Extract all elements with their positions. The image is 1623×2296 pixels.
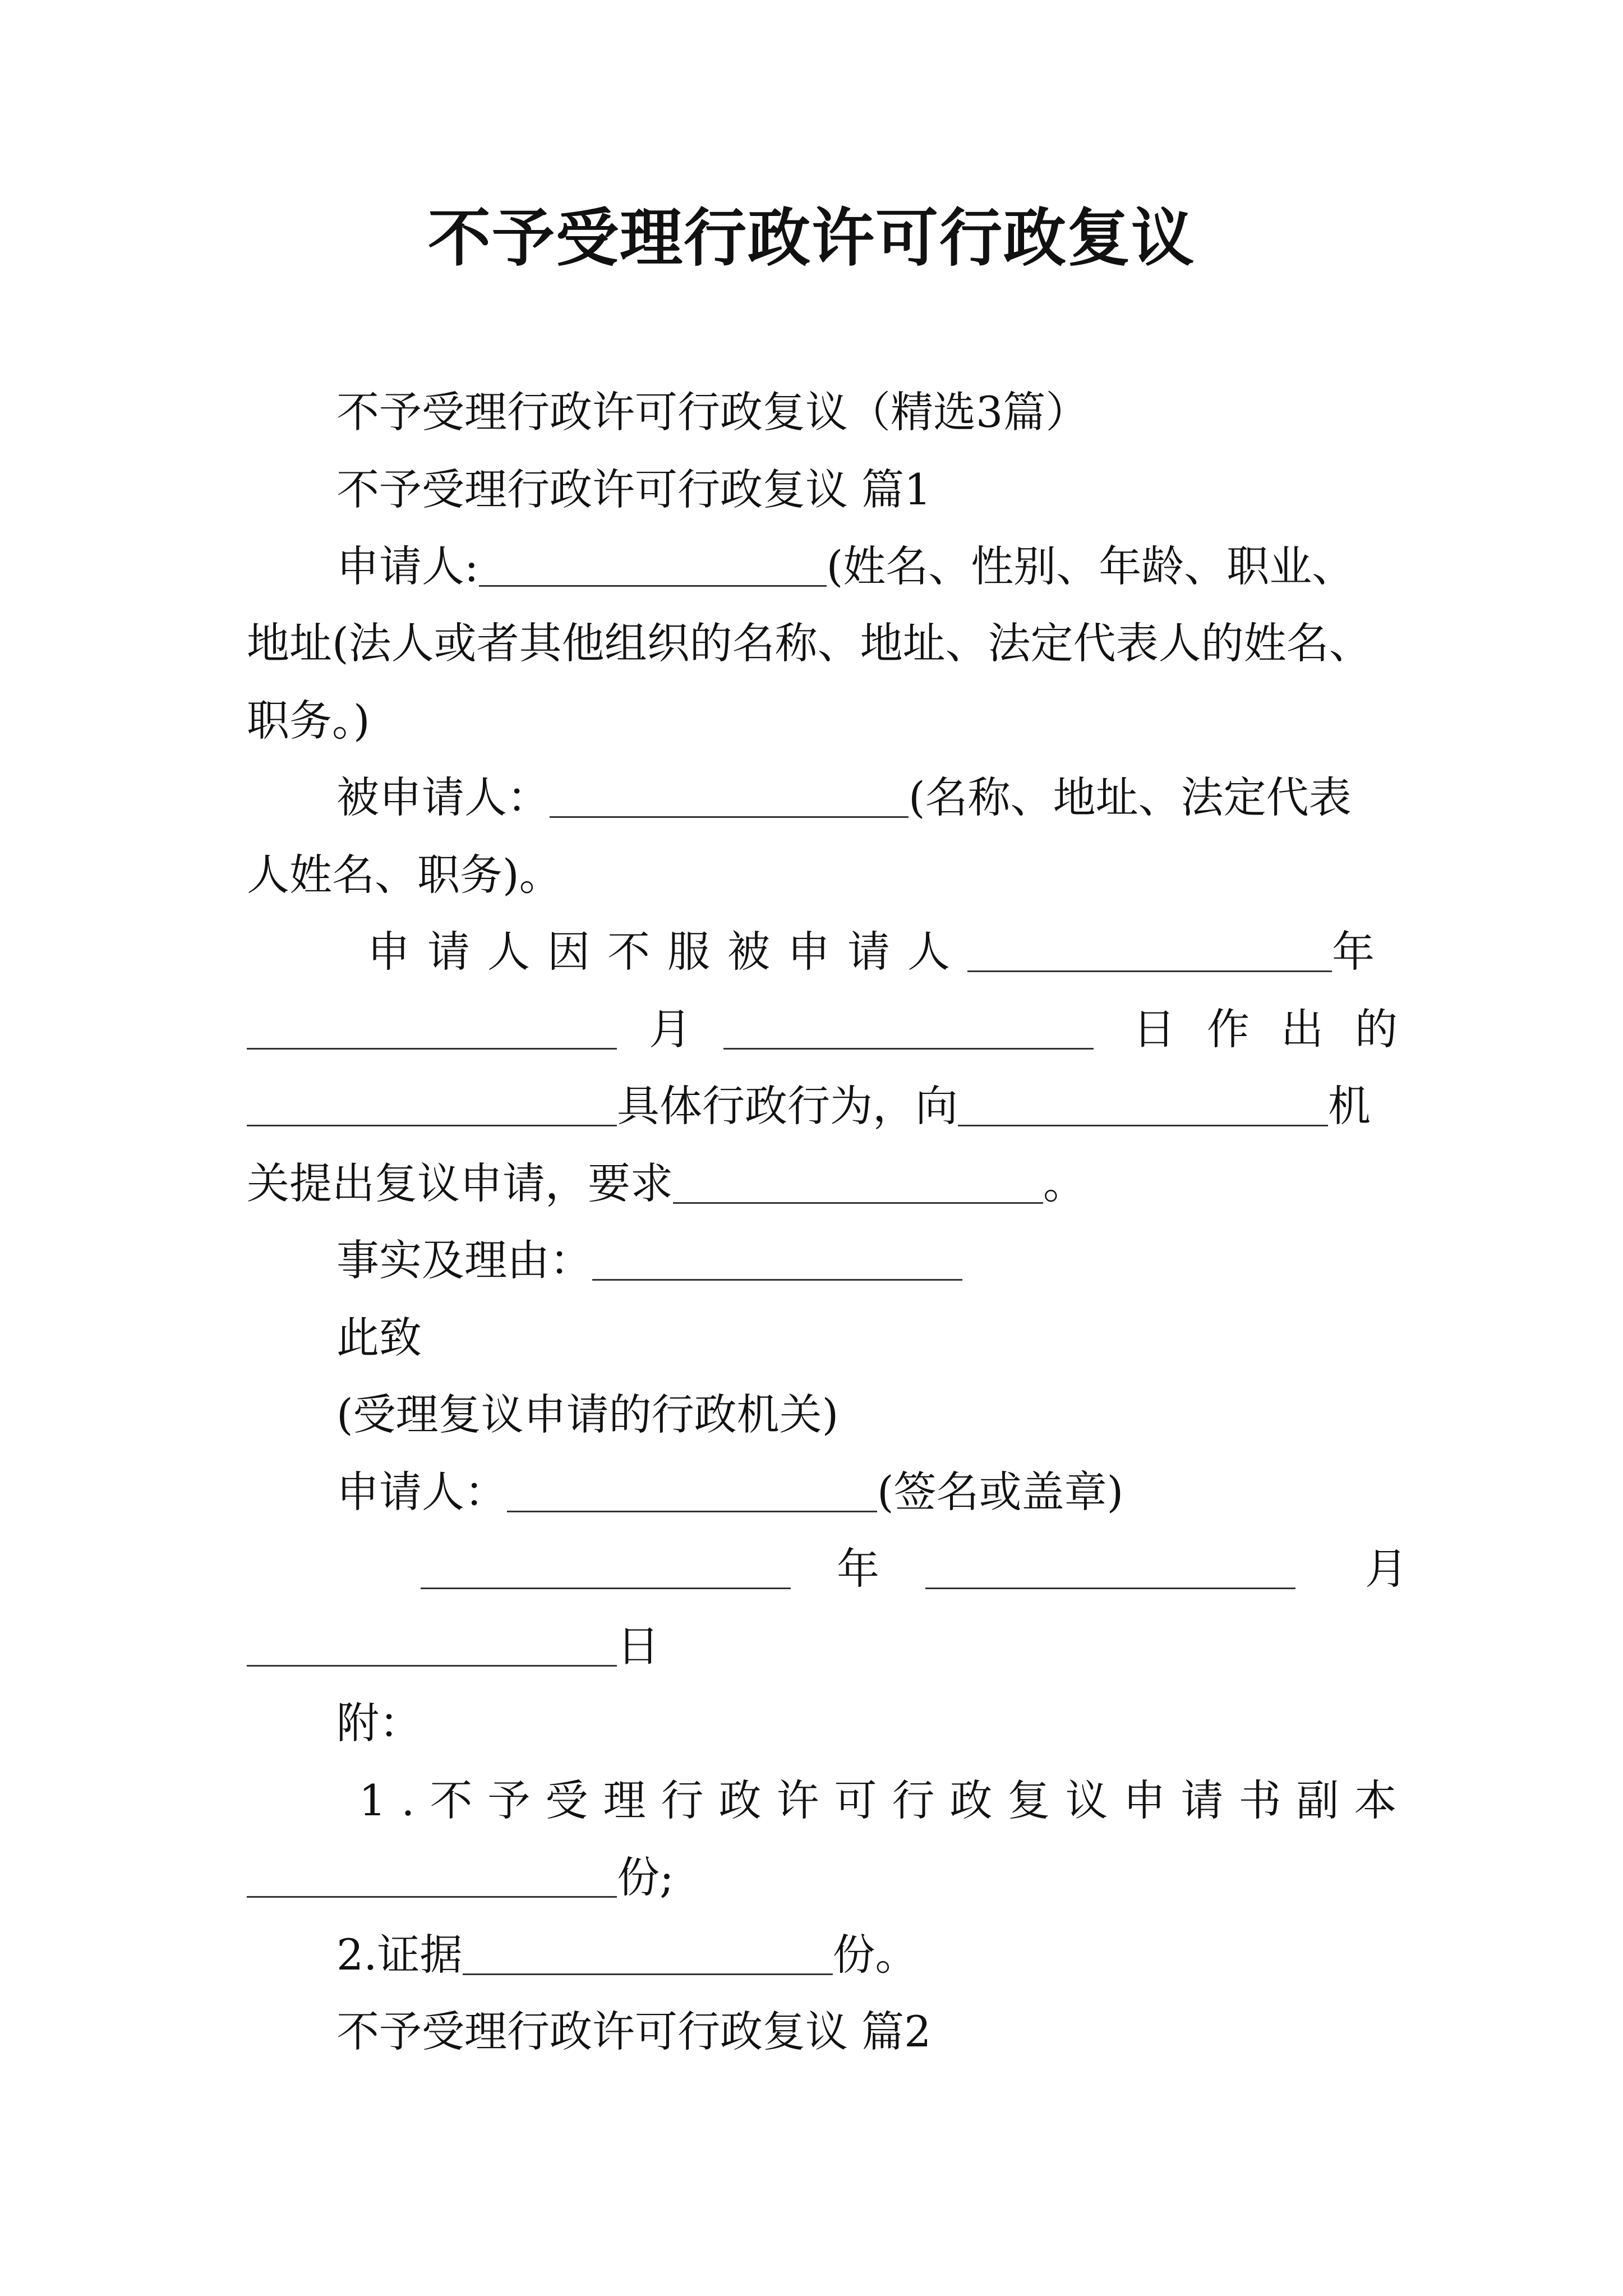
evidence-blank bbox=[463, 1939, 833, 1975]
part2-heading: 不予受理行政许可行政复议 篇2 bbox=[336, 2007, 932, 2056]
body-month: 月 bbox=[649, 1004, 691, 1054]
year-blank bbox=[967, 936, 1332, 972]
applicant-line bbox=[336, 530, 1354, 603]
date-month: 月 bbox=[1365, 1544, 1408, 1594]
body-intro: 申请人因不服被申请人 bbox=[367, 927, 967, 977]
attachment-item-2-label: 2.证据 bbox=[336, 1930, 463, 1980]
date-line bbox=[421, 1533, 1408, 1605]
document-title: 不予受理行政许可行政复议 bbox=[428, 202, 1195, 275]
applicant-blank bbox=[479, 550, 827, 587]
attachment-item-1-end: 份; bbox=[617, 1852, 674, 1902]
respondent-label: 被申请人： bbox=[336, 772, 550, 822]
applicant-desc-line-3: 职务。) bbox=[247, 696, 370, 746]
respondent-desc-1: (名称、地址、法定代表 bbox=[909, 772, 1352, 822]
document-subtitle: 不予受理行政许可行政复议（精选3篇） bbox=[336, 387, 1089, 437]
facts-line bbox=[336, 1224, 962, 1297]
signature-line bbox=[336, 1456, 1123, 1529]
date-day-blank bbox=[247, 1630, 617, 1667]
body-line-3 bbox=[247, 1070, 1371, 1143]
body-line-4 bbox=[247, 1147, 1086, 1220]
attachment-item-1-count bbox=[247, 1841, 674, 1914]
applicant-desc-line-2: 地址(法人或者其他组织的名称、地址、法定代表人的姓名、 bbox=[247, 618, 1372, 668]
date-year: 年 bbox=[837, 1544, 879, 1594]
salutation: 此致 bbox=[336, 1313, 422, 1363]
facts-label: 事实及理由： bbox=[336, 1235, 592, 1285]
body-action: 具体行政行为，向 bbox=[617, 1081, 958, 1131]
request-blank bbox=[673, 1167, 1043, 1204]
facts-blank bbox=[592, 1244, 962, 1281]
action-blank bbox=[247, 1090, 617, 1126]
date-year-blank bbox=[421, 1553, 791, 1589]
applicant-desc-1: (姓名、性别、年龄、职业、 bbox=[826, 541, 1355, 591]
body-request: 关提出复议申请，要求 bbox=[247, 1158, 673, 1208]
organ-blank bbox=[958, 1090, 1328, 1126]
day-blank bbox=[723, 1013, 1094, 1050]
signature-note: (签名或盖章) bbox=[877, 1467, 1124, 1517]
date-month-blank bbox=[925, 1553, 1295, 1589]
date-day-line bbox=[247, 1610, 660, 1683]
body-year: 年 bbox=[1332, 927, 1392, 977]
attachment-item-2 bbox=[336, 1918, 918, 1991]
copies-blank bbox=[247, 1861, 617, 1898]
signature-label: 申请人： bbox=[336, 1467, 507, 1517]
respondent-desc-line-2: 人姓名、职务)。 bbox=[247, 850, 562, 900]
month-blank bbox=[247, 1013, 617, 1050]
body-end: 。 bbox=[1043, 1158, 1086, 1208]
attachments-label: 附： bbox=[336, 1698, 422, 1748]
body-day-made: 日作出的 bbox=[1133, 1004, 1429, 1054]
authority: (受理复议申请的行政机关) bbox=[336, 1389, 839, 1439]
date-day: 日 bbox=[617, 1621, 660, 1671]
body-line-2 bbox=[247, 993, 1429, 1066]
body-line-1 bbox=[367, 915, 1392, 988]
body-organ: 机 bbox=[1328, 1081, 1371, 1131]
attachment-item-2-end: 份。 bbox=[832, 1930, 918, 1980]
respondent-line bbox=[336, 761, 1352, 834]
respondent-blank bbox=[550, 781, 909, 818]
attachment-item-1: 1.不予受理行政许可行政复议申请书副本 bbox=[359, 1775, 1412, 1825]
signature-blank bbox=[507, 1476, 877, 1512]
applicant-label: 申请人: bbox=[336, 541, 479, 591]
part1-heading: 不予受理行政许可行政复议 篇1 bbox=[336, 464, 932, 514]
